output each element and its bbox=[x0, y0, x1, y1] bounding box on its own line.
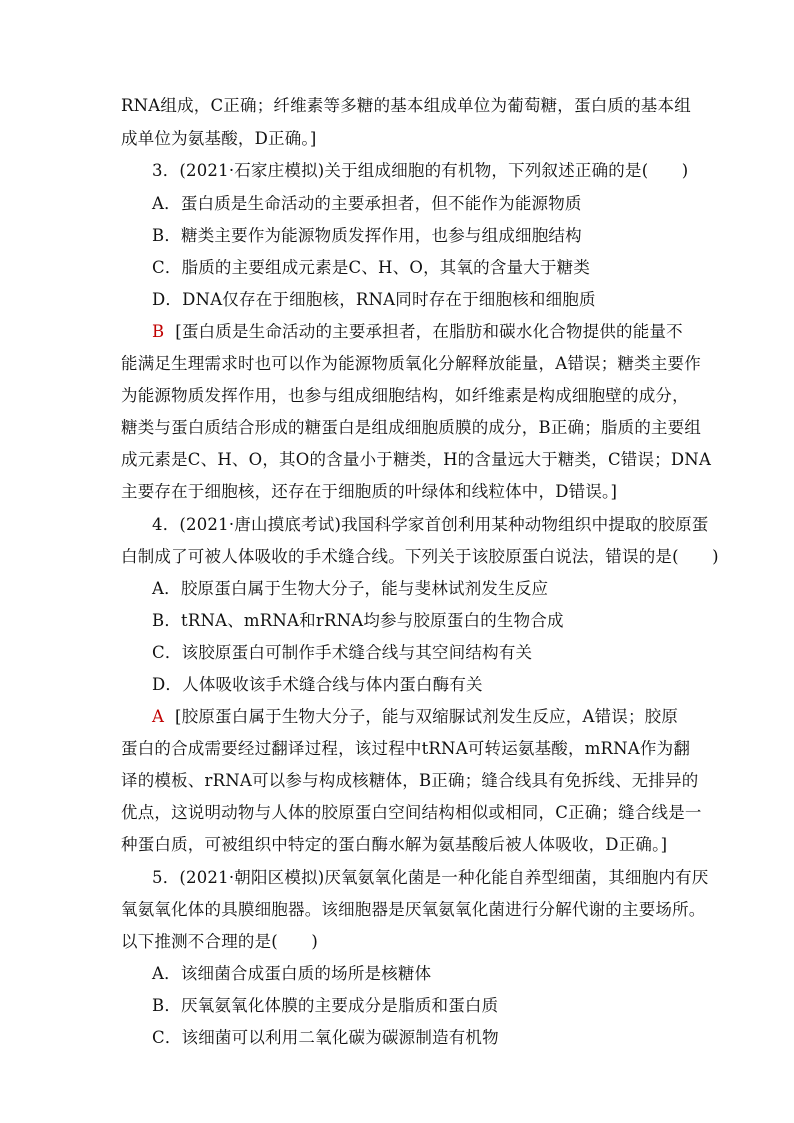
answer-line bbox=[152, 322, 683, 342]
question-3-option-d: D．DNA仅存在于细胞核，RNA同时存在于细胞核和细胞质 bbox=[152, 290, 596, 309]
answer-letter-q4: A bbox=[152, 707, 165, 726]
explanation-text: [胶原蛋白属于生物大分子，能与双缩脲试剂发生反应，A错误；胶原 bbox=[175, 707, 679, 726]
text-line: 蛋白的合成需要经过翻译过程，该过程中tRNA可转运氨基酸，mRNA作为翻 bbox=[121, 739, 691, 758]
question-3-option-a: A．蛋白质是生命活动的主要承担者，但不能作为能源物质 bbox=[152, 194, 582, 213]
question-4-option-a: A．胶原蛋白属于生物大分子，能与斐林试剂发生反应 bbox=[152, 579, 549, 598]
text-line: 译的模板、rRNA可以参与构成核糖体，B正确；缝合线具有免拆线、无排异的 bbox=[121, 771, 699, 790]
question-4-stem: 4．(2021·唐山摸底考试)我国科学家首创利用某种动物组织中提取的胶原蛋 bbox=[152, 515, 709, 534]
question-3-option-c: C．脂质的主要组成元素是C、H、O，其氧的含量大于糖类 bbox=[152, 258, 591, 277]
text-line: 成元素是C、H、O，其O的含量小于糖类，H的含量远大于糖类，C错误；DNA bbox=[121, 450, 712, 469]
question-5-stem-cont: 以下推测不合理的是( ) bbox=[121, 932, 318, 951]
question-5-option-a: A．该细菌合成蛋白质的场所是核糖体 bbox=[152, 964, 432, 983]
question-4-option-b: B．tRNA、mRNA和rRNA均参与胶原蛋白的生物合成 bbox=[152, 611, 564, 630]
text-line: 优点，这说明动物与人体的胶原蛋白空间结构相似或相同，C正确；缝合线是一 bbox=[121, 803, 702, 822]
question-3-option-b: B．糖类主要作为能源物质发挥作用，也参与组成细胞结构 bbox=[152, 226, 582, 245]
text-line: 成单位为氨基酸，D正确。] bbox=[121, 129, 317, 148]
text-line: 为能源物质发挥作用，也参与组成细胞结构，如纤维素是构成细胞壁的成分， bbox=[121, 386, 689, 405]
explanation-text: [蛋白质是生命活动的主要承担者，在脂肪和碳水化合物提供的能量不 bbox=[175, 322, 683, 341]
question-4-option-d: D．人体吸收该手术缝合线与体内蛋白酶有关 bbox=[152, 675, 483, 694]
text-line: 种蛋白质，可被组织中特定的蛋白酶水解为氨基酸后被人体吸收，D正确。] bbox=[121, 835, 668, 854]
question-5-stem-cont: 氧氨氧化体的具膜细胞器。该细胞器是厌氧氨氧化菌进行分解代谢的主要场所。 bbox=[121, 900, 706, 919]
answer-line bbox=[152, 707, 679, 727]
text-line: 主要存在于细胞核，还存在于细胞质的叶绿体和线粒体中，D错误。] bbox=[121, 482, 618, 501]
question-3-stem: 3．(2021·石家庄模拟)关于组成细胞的有机物，下列叙述正确的是( ) bbox=[152, 161, 689, 180]
question-5-stem: 5．(2021·朝阳区模拟)厌氧氨氧化菌是一种化能自养型细菌，其细胞内有厌 bbox=[152, 868, 709, 887]
text-line: 糖类与蛋白质结合形成的糖蛋白是组成细胞质膜的成分，B正确；脂质的主要组 bbox=[121, 418, 702, 437]
question-4-option-c: C．该胶原蛋白可制作手术缝合线与其空间结构有关 bbox=[152, 643, 533, 662]
question-4-stem-cont: 白制成了可被人体吸收的手术缝合线。下列关于该胶原蛋白说法，错误的是( ) bbox=[121, 547, 719, 566]
text-line: 能满足生理需求时也可以作为能源物质氧化分解释放能量，A错误；糖类主要作 bbox=[121, 354, 701, 373]
answer-letter-q3: B bbox=[152, 322, 165, 341]
question-5-option-b: B．厌氧氨氧化体膜的主要成分是脂质和蛋白质 bbox=[152, 996, 499, 1015]
question-5-option-c: C．该细菌可以利用二氧化碳为碳源制造有机物 bbox=[152, 1028, 499, 1047]
text-line: RNA组成，C正确；纤维素等多糖的基本组成单位为葡萄糖，蛋白质的基本组 bbox=[121, 96, 691, 115]
